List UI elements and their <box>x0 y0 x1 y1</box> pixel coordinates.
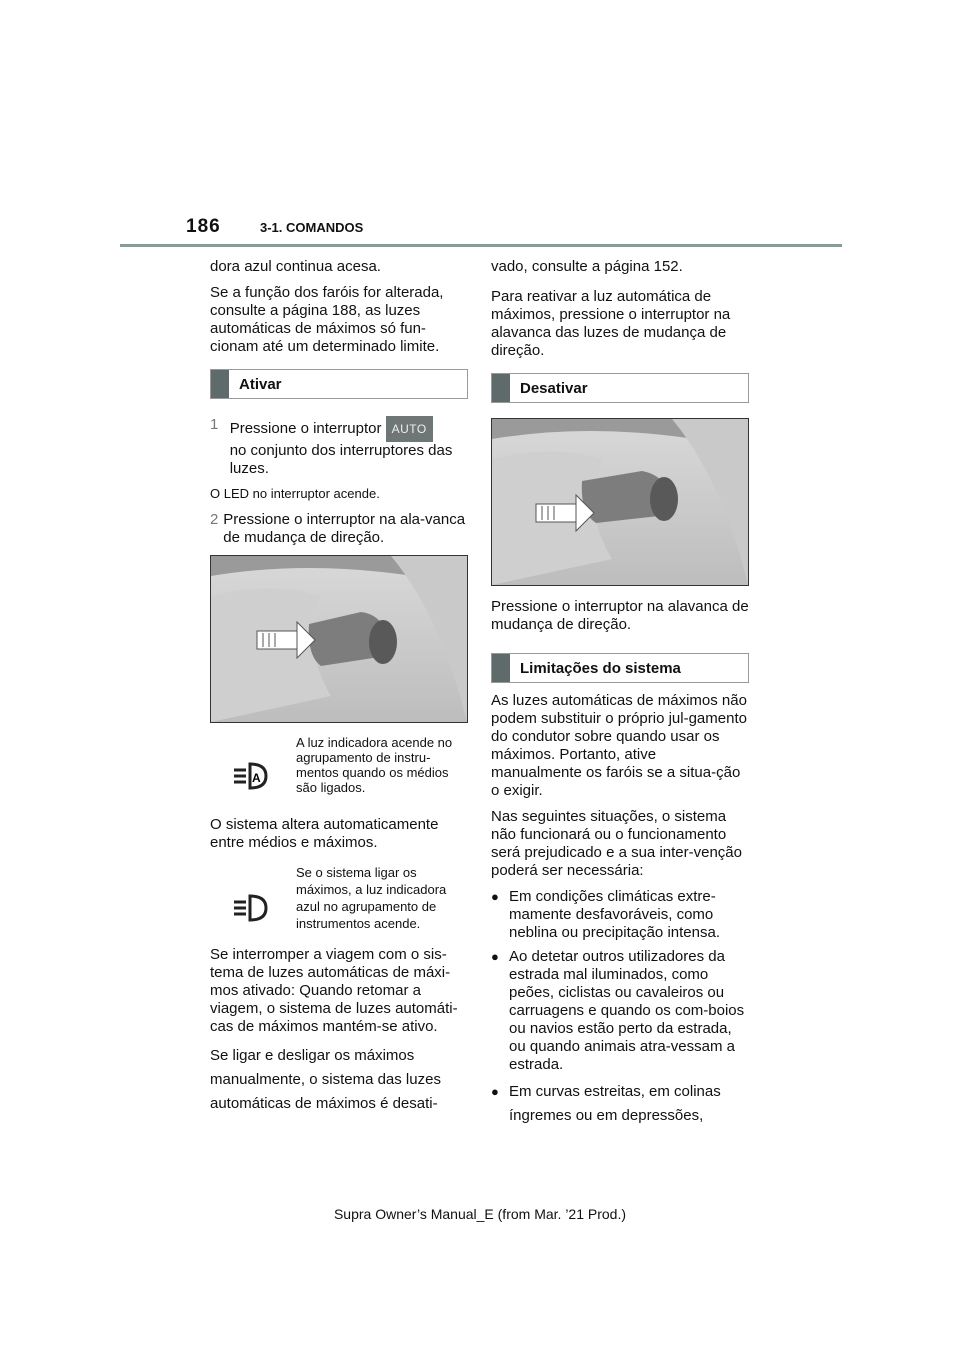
list-item: ● Em condições climáticas extre-mamente desfavoráveis, como neblina ou precipitação intensa. <box>491 888 749 942</box>
paragraph: Pressione o interruptor na alavanca de mudança de direção. <box>491 598 749 633</box>
indicator-note-2: Se o sistema ligar os máximos, a luz indicadora azul no agrupamento de instrumentos acende. <box>296 865 447 931</box>
section-box-limitations <box>491 653 749 683</box>
paragraph: vado, consulte a página 152. <box>491 258 683 275</box>
header-divider <box>120 244 842 247</box>
list-item <box>491 1080 749 1128</box>
step-number: 2 <box>210 511 219 528</box>
lever-illustration <box>492 419 748 585</box>
step-number: 1 <box>210 416 219 433</box>
lever-illustration <box>211 556 467 722</box>
high-beam-icon <box>232 892 270 929</box>
left-steps <box>210 416 468 547</box>
step-text: Pressione o interruptor <box>229 419 382 437</box>
section-box-deactivate <box>491 373 749 403</box>
paragraph: dora azul continua acesa. <box>210 258 381 275</box>
section-marker <box>211 370 229 398</box>
section-marker <box>492 374 510 402</box>
section-marker <box>492 654 510 682</box>
paragraph: Se a função dos faróis for alterada, consulte a página 188, as luzes automáticas de máximos só fun-cionam até um determinado limite. <box>210 284 444 355</box>
auto-button-icon: AUTO <box>386 416 433 442</box>
section-heading: Desativar <box>520 379 588 397</box>
paragraph: Nas seguintes situações, o sistema não funcionará ou o funcionamento será prejudicado e a sua inter-venção poderá ser necessária: <box>491 808 742 879</box>
paragraph: Se interromper a viagem com o sis-tema de luzes automáticas de máxi-mos ativado: Quando retomar a viagem, o sistema de luzes automáti-cas de máximos mantém-se ativo. <box>210 946 458 1035</box>
left-intro <box>210 258 468 364</box>
section-box-activate <box>210 369 468 399</box>
line: Se ligar e desligar os máximos <box>210 1047 415 1064</box>
led-note: O LED no interruptor acende. <box>210 486 380 501</box>
step-2 <box>210 511 468 547</box>
page-number: 186 <box>186 216 221 237</box>
footer-text: Supra Owner’s Manual_E (from Mar. ’21 Prod.) <box>333 1206 627 1222</box>
line: manualmente, o sistema das luzes <box>210 1071 441 1088</box>
right-limitations <box>491 692 749 1134</box>
line: íngremes ou em depressões, <box>509 1107 704 1124</box>
svg-text:A: A <box>252 771 261 785</box>
turn-signal-lever-photo <box>210 555 468 723</box>
line: ● Em curvas estreitas, em colinas <box>509 1083 721 1100</box>
step-text: no conjunto dos interruptores das luzes. <box>229 442 453 477</box>
step-1 <box>210 416 468 478</box>
paragraph: O sistema altera automaticamente entre médios e máximos. <box>210 816 439 851</box>
limitations-list <box>491 888 749 1128</box>
auto-high-beam-icon <box>232 760 270 797</box>
turn-signal-lever-photo <box>491 418 749 586</box>
list-item: ● Ao detetar outros utilizadores da estrada mal iluminados, como peões, ciclistas ou cavaleiros ou carruagens e quando os com-boios ou navios estão perto da estrada, ou quando animais atra-vessam a estrada. <box>491 948 749 1074</box>
paragraph: Para reativar a luz automática de máximos, pressione o interruptor na alavanca das luzes de mudança de direção. <box>491 288 731 359</box>
paragraph: As luzes automáticas de máximos não podem substituir o próprio jul-gamento do condutor sobre quando usar os máximos. Portanto, ative manualmente os faróis se a situa-ção o exigir. <box>491 692 747 799</box>
left-bottom <box>210 946 468 1116</box>
section-heading: Ativar <box>239 375 282 393</box>
section-heading: Limitações do sistema <box>520 659 681 677</box>
paragraph <box>210 1044 468 1116</box>
step-text: Pressione o interruptor na ala-vanca de mudança de direção. <box>223 511 466 546</box>
section-title: 3-1. COMANDOS <box>260 220 364 235</box>
line: automáticas de máximos é desati- <box>210 1095 438 1112</box>
indicator-note-1: A luz indicadora acende no agrupamento de instru-mentos quando os médios são ligados. <box>296 735 453 795</box>
right-intro <box>491 258 749 368</box>
